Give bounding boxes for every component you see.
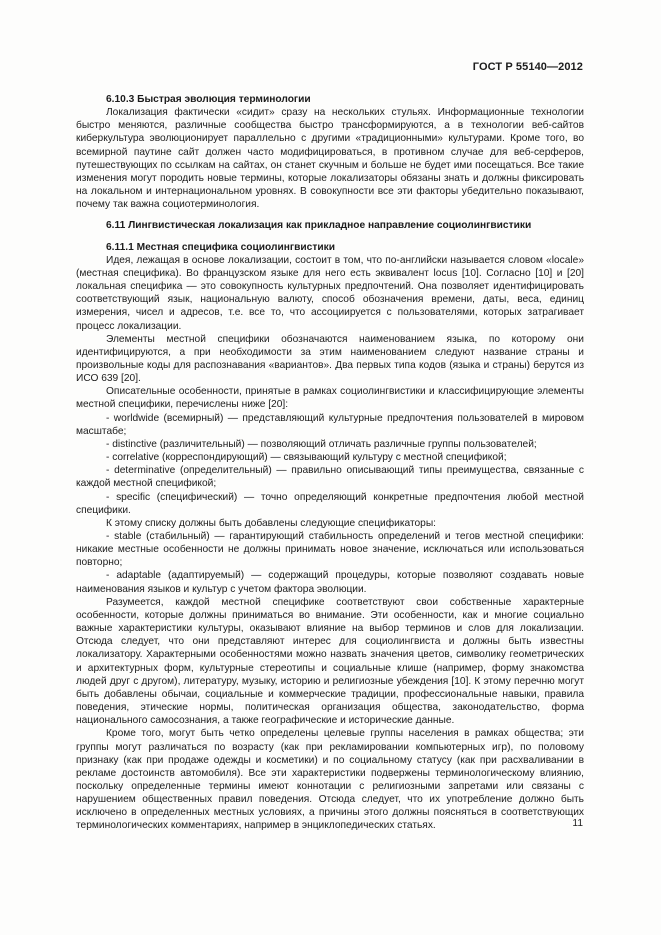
- list-item: - correlative (корреспондирующий) — связывающий культуру с местной спецификой;: [106, 452, 507, 464]
- paragraph: Описательные особенности, принятые в рамках социолингвистики и классифицирующие элементы местной специфики, перечислены ниже [20]:: [76, 386, 584, 411]
- section-heading-6-11-1: 6.11.1 Местная специфика социолингвистики: [106, 241, 335, 253]
- section-heading-6-11: 6.11 Лингвистическая локализация как прикладное направление социолингвистики: [106, 220, 532, 232]
- section-heading-6-10-3: 6.10.3 Быстрая эволюция терминологии: [106, 94, 311, 105]
- paragraph: Локализация фактически «сидит» сразу на нескольких стульях. Информационные технологии быстро меняются, различные сообщества быстро трансформируются, а в технологии веб-сайтов киберкультура эволюционирует параллельно с другими «традиционными» культурами. Кроме того, во всемирной паутине сайт должен часто модифицироваться, в противном случае для веб-серферов, путешествующих по ссылкам на сайтах, он станет скучным и больше не будет ими посещаться. Все такие изменения могут породить новые термины, которые локализаторы обязаны знать и должны фиксировать на локальном и интернациональном уровнях. В совокупности все эти факторы убедительно показывают, почему так важна социотерминология.: [76, 107, 584, 211]
- paragraph: Разумеется, каждой местной специфике соответствуют свои собственные характерные особенности, которые должны приниматься во внимание. Эти особенности, как и многие социально важные характеристики культуры, оказывают влияние на выбор терминов и слов для локализации. Отсюда следует, что они представляют интерес для социолингвиста и должны быть известны локализатору. Характерными особенностями можно назвать значения цветов, символику геометрических и архитектурных форм, культурные стереотипы и социальные клише (например, форму знакомства людей друг с другом), литературу, музыку, историю и религиозные убеждения [10]. К этому перечню могут быть добавлены обычаи, социальные и коммерческие традиции, профессиональные навыки, правила поведения, этические нормы, политическая организация общества, законодательство, форма национального самосознания, а также географические и исторические данные.: [76, 596, 584, 727]
- list-item: - distinctive (различительный) — позволяющий отличать различные группы пользователей;: [106, 438, 537, 450]
- page-body: [76, 93, 584, 833]
- paragraph: Идея, лежащая в основе локализации, состоит в том, что по-английски называется словом «locale» (местная специфика). Во французском языке для него есть эквивалент locus [10]. Согласно [10] и [20] локальная специфика — это совокупность культурных предпочтений. Она позволяет идентифицировать соответствующий язык, национальную валюту, способ обозначения времени, даты, веса, единиц измерения, чисел и адресов, т.е. все то, что ассоциируется с пользователями, которых затрагивает процесс локализации.: [76, 254, 584, 332]
- paragraph: К этому списку должны быть добавлены следующие спецификаторы:: [106, 517, 436, 529]
- list-item: - adaptable (адаптируемый) — содержащий процедуры, которые позволяют создавать новые наименования языков и культур с учетом фактора эволюции.: [76, 570, 584, 595]
- paragraph: Кроме того, могут быть четко определены целевые группы населения в рамках общества; эти группы могут различаться по возрасту (как при рекламировании компьютерных игр), по половому признаку (как при продаже одежды и косметики) и по социальному статусу (как при расхваливании в рекламе достоинств автомобиля). Все эти характеристики подвержены терминологическому влиянию, поскольку определенные термины имеют коннотации с религиозными запретами или связаны с нарушением общественных правил поведения. Отсюда следует, что их употребление должно быть исключено в определенных местных условиях, а причины этого должны поясняться в соответствующих терминологических комментариях, например в энциклопедических статьях.: [76, 728, 584, 832]
- list-item: - worldwide (всемирный) — представляющий культурные предпочтения пользователей в мировом масштабе;: [76, 412, 584, 437]
- list-item: - specific (специфический) — точно определяющий конкретные предпочтения любой местной специфики.: [76, 491, 584, 516]
- list-item: - stable (стабильный) — гарантирующий стабильность определений и тегов местной специфики: никакие местные особенности не должны принимать новое значение, исключаться или использоваться повторно;: [76, 531, 584, 569]
- page-number: 11: [572, 818, 583, 829]
- standard-number: ГОСТ Р 55140—2012: [472, 61, 583, 73]
- list-item: - determinative (определительный) — правильно описывающий типы преимущества, связанные с каждой местной спецификой;: [76, 465, 584, 490]
- paragraph: Элементы местной специфики обозначаются наименованием языка, по которому они идентифицируются, а при необходимости за этим наименованием следуют название страны и произвольные коды для распознавания «вариантов». Два первых типа кодов (языка и страны) берутся из ИСО 639 [20].: [76, 333, 584, 385]
